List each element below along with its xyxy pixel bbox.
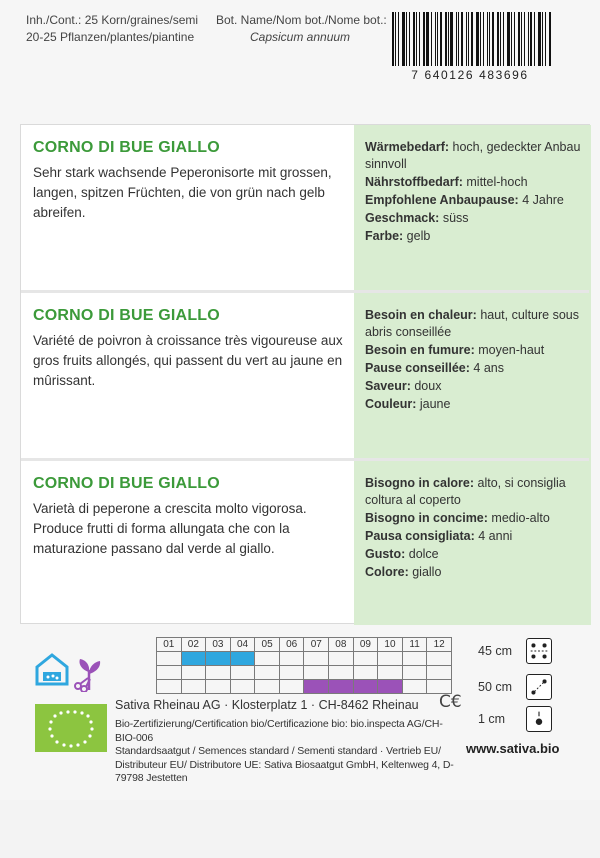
calendar-sowing-cell (279, 652, 304, 666)
barcode-bar (549, 12, 551, 66)
prop-label: Pause conseillée: (365, 361, 470, 375)
section-title: CORNO DI BUE GIALLO (33, 307, 220, 324)
prop-label: Saveur: (365, 379, 411, 393)
barcode-bar (483, 12, 485, 66)
calendar-month-label: 10 (378, 638, 403, 652)
barcode-bar (492, 12, 494, 66)
barcode-bar (416, 12, 417, 66)
calendar-month-row (157, 638, 452, 652)
calendar-sowing-cell (378, 652, 403, 666)
barcode-bar (458, 12, 459, 66)
prop-value: gelb (403, 229, 431, 243)
calendar-sowing-cell (230, 652, 255, 666)
prop-value: 4 Jahre (518, 193, 564, 207)
barcode-number: 7 640126 483696 (411, 68, 529, 82)
calendar-harvest-cell (206, 680, 231, 694)
content-line-2: 20-25 Pflanzen/plantes/piantine (26, 30, 195, 44)
prop-label: Bisogno in concime: (365, 511, 488, 525)
cert-line: Bio-Zertifizierung/Certification bio/Certificazione bio: bio.inspecta AG/CH-BIO-006 (115, 718, 443, 744)
calendar-month-label: 06 (279, 638, 304, 652)
row-distance: 45 cm (478, 644, 513, 658)
calendar-sowing-cell (157, 652, 182, 666)
prop-label: Colore: (365, 565, 409, 579)
barcode-bar (480, 12, 481, 66)
prop-value: alto, si consiglia coltura al coperto (365, 476, 566, 507)
botanical-label: Bot. Name/Nom bot./Nome bot.: (216, 13, 387, 27)
calendar-sowing-cell (427, 652, 452, 666)
prop-row (365, 528, 583, 545)
dice-two-icon (526, 674, 552, 700)
calendar-blank-cell (329, 666, 354, 680)
content-info (26, 12, 198, 46)
calendar-harvest-cell (402, 680, 427, 694)
barcode-bar (487, 12, 488, 66)
section-italian (21, 461, 589, 626)
prop-row (365, 307, 583, 341)
calendar-month-label: 01 (157, 638, 182, 652)
calendar-harvest-cell (329, 680, 354, 694)
properties-list (365, 475, 583, 582)
section-german (21, 125, 589, 290)
prop-row (365, 396, 583, 413)
prop-label: Couleur: (365, 397, 417, 411)
barcode-bar (445, 12, 447, 66)
company-address: Sativa Rheinau AG · Klosterplatz 1 · CH-8462 Rheinau (115, 698, 419, 712)
barcode (392, 12, 552, 66)
prop-label: Empfohlene Anbaupause: (365, 193, 519, 207)
prop-value: dolce (405, 547, 439, 561)
barcode-bar (435, 12, 436, 66)
prop-value: jaune (416, 397, 451, 411)
calendar-harvest-cell (378, 680, 403, 694)
calendar-sowing-row (157, 652, 452, 666)
prop-value: moyen-haut (474, 343, 545, 357)
section-description: Varietà di peperone a crescita molto vigorosa. Produce frutti di forma allungata che con la maturazione passano dal verde al giallo. (33, 501, 307, 556)
calendar-blank-cell (279, 666, 304, 680)
dice-one-icon (526, 706, 552, 732)
barcode-bar (406, 12, 407, 66)
properties-list (365, 139, 583, 246)
prop-label: Gusto: (365, 547, 406, 561)
barcode-bar (500, 12, 501, 66)
calendar-blank-cell (427, 666, 452, 680)
ce-mark: C€ (439, 692, 462, 712)
barcode-bar (534, 12, 535, 66)
barcode-bar (466, 12, 467, 66)
barcode-bar (392, 12, 394, 66)
calendar-month-label: 09 (353, 638, 378, 652)
barcode-bar (518, 12, 520, 66)
calendar-blank-row (157, 666, 452, 680)
barcode-bar (450, 12, 453, 66)
packet-bottom-flap (0, 800, 600, 858)
calendar-harvest-row (157, 680, 452, 694)
prop-label: Bisogno in calore: (365, 476, 475, 490)
calendar-blank-cell (230, 666, 255, 680)
barcode-bar (471, 12, 473, 66)
calendar-month-label: 07 (304, 638, 329, 652)
botanical-info (216, 12, 387, 46)
prop-row (365, 475, 583, 509)
calendar-blank-cell (181, 666, 206, 680)
barcode-bar (545, 12, 546, 66)
sprout-scissors-icon (72, 656, 106, 692)
calendar-harvest-cell (157, 680, 182, 694)
barcode-bar (524, 12, 525, 66)
cert-line: Standardsaatgut / Semences standard / Sementi standard · Vertrieb EU/ (115, 745, 441, 757)
barcode-bar (423, 12, 425, 66)
calendar-month-label: 02 (181, 638, 206, 652)
calendar-blank-cell (353, 666, 378, 680)
calendar-harvest-cell (304, 680, 329, 694)
prop-value: doux (410, 379, 442, 393)
barcode-bar (413, 12, 415, 66)
sowing-depth: 1 cm (478, 712, 506, 726)
prop-value: hoch, gedeckter Anbau sinnvoll (365, 140, 581, 171)
prop-row (365, 342, 583, 359)
barcode-bar (426, 12, 429, 66)
packet-header (0, 0, 600, 112)
barcode-bar (448, 12, 449, 66)
variety-description-panel (20, 124, 590, 624)
calendar-month-label: 05 (255, 638, 280, 652)
section-description: Variété de poivron à croissance très vigoureuse aux gros fruits allongés, qui passent du vert au jaune en mûrissant. (33, 333, 343, 388)
barcode-bar (503, 12, 504, 66)
barcode-bar (402, 12, 405, 66)
eu-organic-leaf-icon (35, 704, 107, 752)
content-line-1: Inh./Cont.: 25 Korn/graines/semi (26, 13, 199, 27)
barcode-bar (542, 12, 543, 66)
calendar-blank-cell (157, 666, 182, 680)
calendar-sowing-cell (329, 652, 354, 666)
prop-label: Besoin en fumure: (365, 343, 475, 357)
calendar-sowing-cell (181, 652, 206, 666)
calendar-month-label: 04 (230, 638, 255, 652)
prop-row (365, 139, 583, 173)
calendar-sowing-cell (304, 652, 329, 666)
barcode-bar (398, 12, 399, 66)
prop-value: haut, culture sous abris conseillée (365, 308, 579, 339)
prop-row (365, 192, 583, 209)
prop-label: Wärmebedarf: (365, 140, 450, 154)
calendar-blank-cell (378, 666, 403, 680)
section-title: CORNO DI BUE GIALLO (33, 139, 220, 156)
barcode-bar (538, 12, 541, 66)
barcode-bar (511, 12, 512, 66)
calendar-month-label: 11 (402, 638, 427, 652)
calendar-blank-cell (255, 666, 280, 680)
barcode-bar (461, 12, 463, 66)
barcode-bar (497, 12, 499, 66)
barcode-bar (507, 12, 510, 66)
prop-value: 4 ans (469, 361, 504, 375)
barcode-bar (409, 12, 411, 66)
section-title: CORNO DI BUE GIALLO (33, 475, 220, 492)
calendar-month-label: 12 (427, 638, 452, 652)
barcode-bar (521, 12, 523, 66)
prop-value: süss (439, 211, 469, 225)
section-french (21, 293, 589, 458)
prop-value: medio-alto (487, 511, 550, 525)
prop-row (365, 546, 583, 563)
calendar-month-label: 08 (329, 638, 354, 652)
calendar-sowing-cell (255, 652, 280, 666)
calendar-sowing-cell (402, 652, 427, 666)
calendar-harvest-cell (230, 680, 255, 694)
calendar-blank-cell (304, 666, 329, 680)
botanical-name: Capsicum annuum (250, 30, 351, 44)
barcode-bar (419, 12, 420, 66)
cert-line: Distributeur EU/ Distributore UE: Sativa Biosaatgut GmbH, Keltenweg 4, D-79798 Jestetten (115, 758, 454, 784)
greenhouse-icon (34, 652, 70, 686)
section-description: Sehr stark wachsende Peperonisorte mit grossen, langen, spitzen Früchten, die von grün nach gelb abreifen. (33, 165, 332, 220)
prop-row (365, 510, 583, 527)
calendar-sowing-cell (353, 652, 378, 666)
prop-row (365, 210, 583, 227)
calendar-harvest-cell (353, 680, 378, 694)
barcode-bar (440, 12, 442, 66)
calendar-harvest-cell (255, 680, 280, 694)
calendar-blank-cell (206, 666, 231, 680)
prop-label: Pausa consigliata: (365, 529, 475, 543)
barcode-bar (395, 12, 396, 66)
dice-four-icon (526, 638, 552, 664)
barcode-bar (476, 12, 479, 66)
prop-label: Besoin en chaleur: (365, 308, 477, 322)
prop-label: Nährstoffbedarf: (365, 175, 463, 189)
calendar-harvest-cell (181, 680, 206, 694)
calendar-harvest-cell (279, 680, 304, 694)
prop-label: Geschmack: (365, 211, 440, 225)
prop-row (365, 228, 583, 245)
calendar-month-label: 03 (206, 638, 231, 652)
prop-row (365, 360, 583, 377)
barcode-bar (431, 12, 432, 66)
certification-text (115, 718, 460, 786)
calendar-blank-cell (402, 666, 427, 680)
barcode-bar (530, 12, 532, 66)
prop-value: giallo (408, 565, 442, 579)
prop-row (365, 174, 583, 191)
properties-list (365, 307, 583, 414)
prop-row (365, 564, 583, 581)
barcode-bar (528, 12, 529, 66)
prop-value: mittel-hoch (462, 175, 528, 189)
barcode-bar (437, 12, 438, 66)
barcode-bar (514, 12, 515, 66)
barcode-bar (468, 12, 469, 66)
website-url[interactable]: www.sativa.bio (466, 741, 560, 756)
prop-label: Farbe: (365, 229, 404, 243)
calendar-sowing-cell (206, 652, 231, 666)
plant-distance: 50 cm (478, 680, 513, 694)
barcode-bar (456, 12, 457, 66)
barcode-bar (489, 12, 490, 66)
prop-value: 4 anni (474, 529, 513, 543)
prop-row (365, 378, 583, 395)
sowing-calendar (156, 637, 452, 694)
